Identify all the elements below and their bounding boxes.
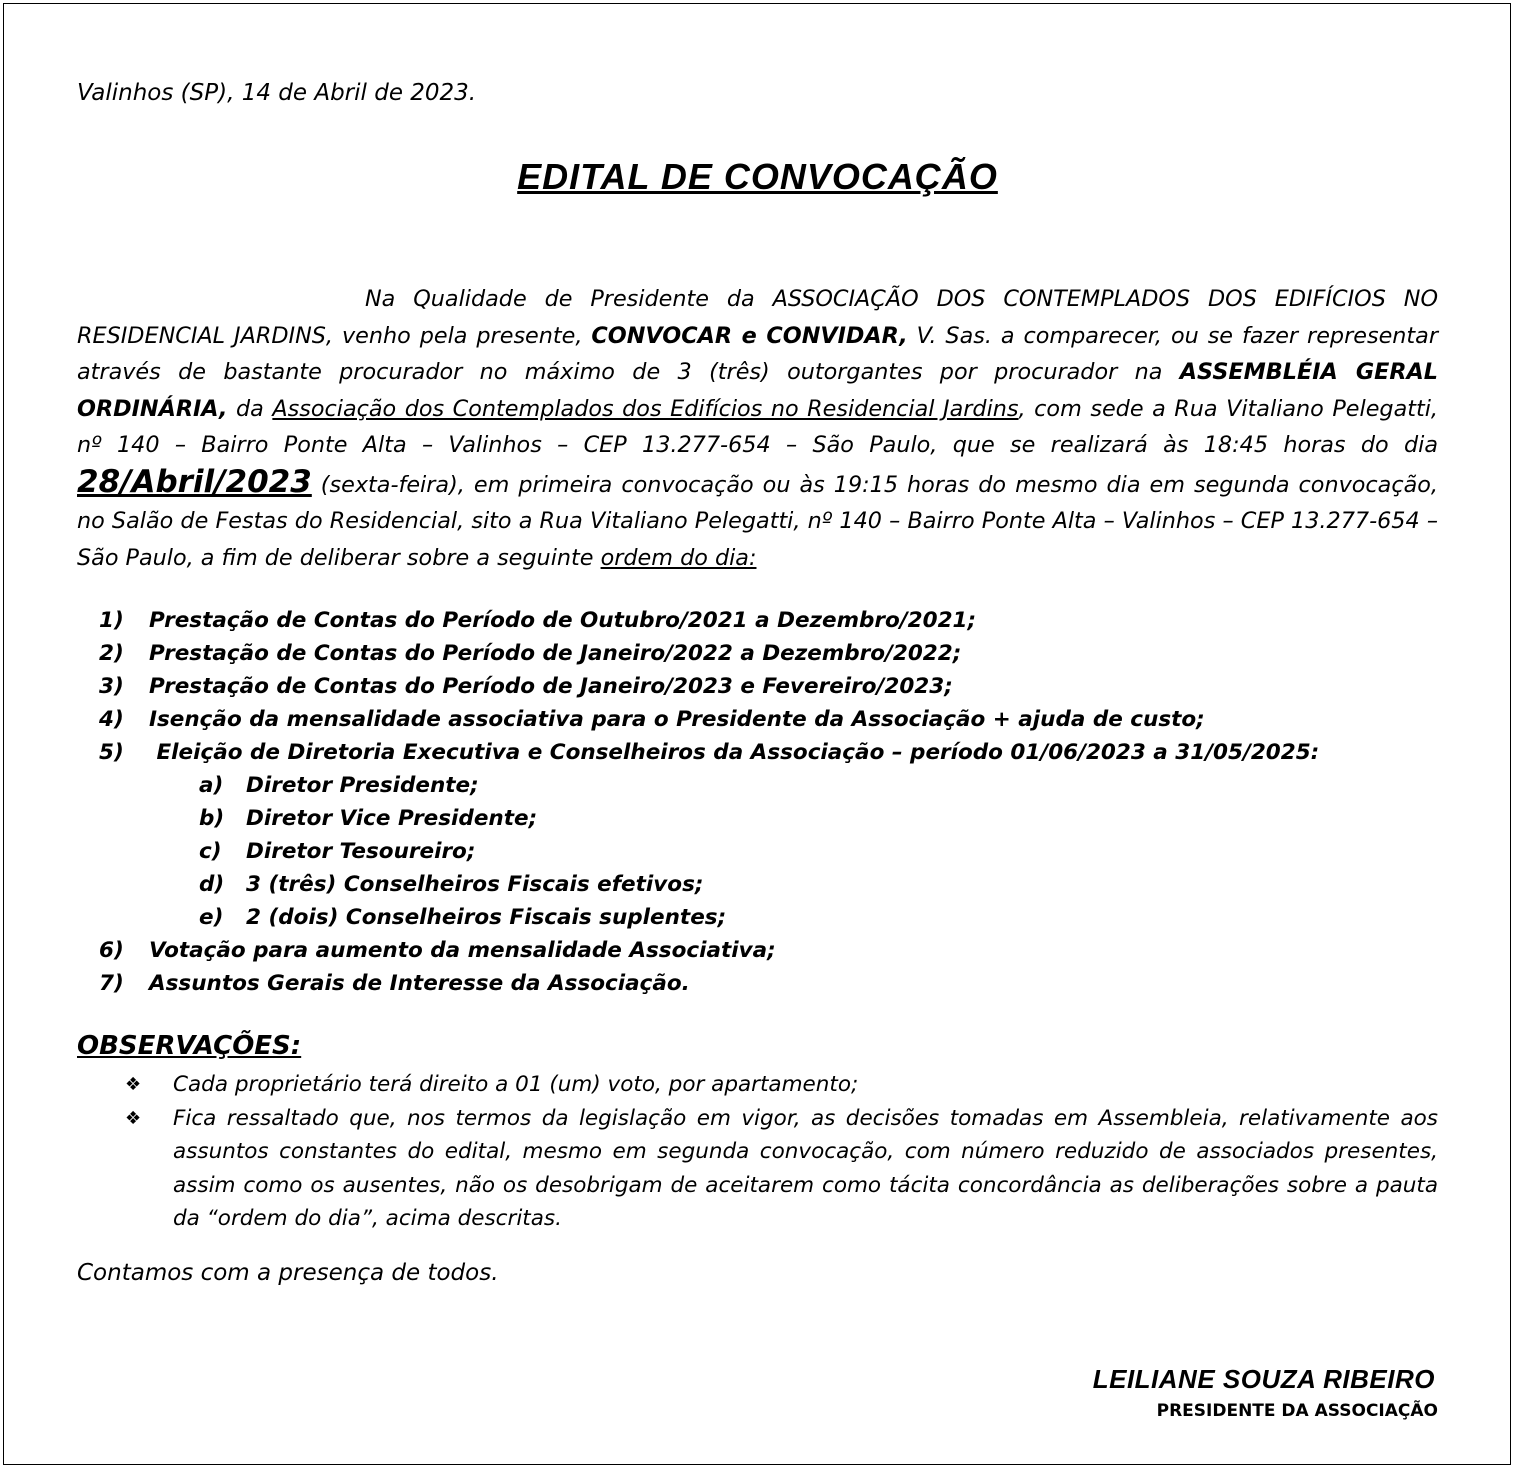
intro-text-3: V. Sas. a comparecer, ou se fazer representar através de bastante procurador no máximo de 3 (três) outorgantes por procurador na	[77, 322, 1438, 385]
subitem-text: 3 (três) Conselheiros Fiscais efetivos;	[246, 872, 704, 897]
diamond-bullet-icon: ❖	[125, 1074, 142, 1095]
subitem-letter: a)	[199, 773, 224, 798]
agenda-number: 6)	[99, 938, 124, 963]
agenda-number: 4)	[99, 707, 124, 732]
agenda-item	[99, 670, 1439, 703]
intro-ordem-do-dia: ordem do dia:	[600, 544, 757, 571]
closing-line: Contamos com a presença de todos.	[77, 1260, 499, 1286]
subitem-text: 2 (dois) Conselheiros Fiscais suplentes;	[246, 905, 727, 930]
agenda-list	[99, 604, 1439, 1000]
intro-assembleia: ASSEMBLÉIA GERAL ORDINÁRIA,	[77, 359, 1438, 422]
agenda-number: 1)	[99, 608, 124, 633]
agenda-subitems	[99, 769, 1439, 934]
document-title: EDITAL DE CONVOCAÇÃO	[517, 156, 998, 197]
agenda-text: Votação para aumento da mensalidade Associativa;	[149, 938, 776, 963]
signatory-role: PRESIDENTE DA ASSOCIAÇÃO	[1156, 1401, 1438, 1421]
subitem-text: Diretor Tesoureiro;	[246, 839, 476, 864]
agenda-text: Eleição de Diretoria Executiva e Conselheiros da Associação – período 01/06/2023 a 31/05/2025:	[149, 740, 1320, 765]
agenda-subitem	[199, 802, 1439, 835]
intro-text-1: Na Qualidade de Presidente da ASSOCIAÇÃO DOS CONTEMPLADOS DOS EDIFÍCIOS NO RESIDENCIAL JARDINS, venho pela presente,	[77, 286, 1438, 349]
agenda-subitem	[199, 901, 1439, 934]
agenda-item	[99, 934, 1439, 967]
agenda-item	[99, 604, 1439, 637]
subitem-text: Diretor Presidente;	[246, 773, 479, 798]
agenda-text: Assuntos Gerais de Interesse da Associação.	[149, 971, 690, 996]
subitem-letter: d)	[199, 872, 225, 897]
signatory-name: LEILIANE SOUZA RIBEIRO	[1092, 1364, 1435, 1394]
agenda-item	[99, 736, 1439, 769]
agenda-text: Prestação de Contas do Período de Janeiro/2022 a Dezembro/2022;	[149, 641, 962, 666]
subitem-letter: c)	[199, 839, 222, 864]
agenda-text: Isenção da mensalidade associativa para o Presidente da Associação + ajuda de custo;	[149, 707, 1205, 732]
observation-text: Cada proprietário terá direito a 01 (um) voto, por apartamento;	[173, 1072, 859, 1097]
agenda-subitem	[199, 769, 1439, 802]
meeting-date: 28/Abril/2023	[77, 463, 312, 500]
agenda-number: 2)	[99, 641, 124, 666]
agenda-subitem	[199, 835, 1439, 868]
observation-item	[125, 1068, 1438, 1102]
observations-heading: OBSERVAÇÕES:	[77, 1031, 302, 1061]
subitem-text: Diretor Vice Presidente;	[246, 806, 538, 831]
observation-item	[125, 1102, 1438, 1236]
agenda-number: 3)	[99, 674, 124, 699]
agenda-number: 7)	[99, 971, 124, 996]
intro-paragraph	[77, 281, 1438, 576]
subitem-letter: b)	[199, 806, 225, 831]
agenda-text: Prestação de Contas do Período de Outubro/2021 a Dezembro/2021;	[149, 608, 977, 633]
intro-association-name: Associação dos Contemplados dos Edifícios no Residencial Jardins	[272, 395, 1019, 422]
agenda-text: Prestação de Contas do Período de Janeiro/2023 e Fevereiro/2023;	[149, 674, 953, 699]
subitem-letter: e)	[199, 905, 224, 930]
diamond-bullet-icon: ❖	[125, 1107, 142, 1129]
observation-text: Fica ressaltado que, nos termos da legislação em vigor, as decisões tomadas em Assembleia, relativamente aos assuntos constantes do edital, mesmo em segunda convocação, com número reduzido de associados presentes, assim como os ausentes, não os desobrigam de aceitarem como tácita concordância as deliberações sobre a pauta da “ordem do dia”, acima descritas.	[173, 1105, 1438, 1231]
agenda-item	[99, 637, 1439, 670]
place-date: Valinhos (SP), 14 de Abril de 2023.	[77, 80, 477, 106]
intro-text-7: , com sede a Rua Vitaliano Pelegatti, nº 140 – Bairro Ponte Alta – Valinhos – CEP 13.277-654 – São Paulo, que se realizará às 18:45 horas do dia	[77, 395, 1439, 458]
observations-list	[125, 1068, 1438, 1236]
intro-text-5: da	[227, 395, 273, 422]
agenda-item	[99, 703, 1439, 736]
agenda-item	[99, 967, 1439, 1000]
intro-text-9: (sexta-feira), em primeira convocação ou às 19:15 horas do mesmo dia em segunda convocação, no Salão de Festas do Residencial, sito a Rua Vitaliano Pelegatti, nº 140 – Bairro Ponte Alta – Valinhos – CEP 13.277-654 – São Paulo, a fim de deliberar sobre a seguinte	[77, 471, 1438, 571]
agenda-number: 5)	[99, 740, 124, 765]
intro-convocar: CONVOCAR e CONVIDAR,	[591, 322, 908, 349]
agenda-subitem	[199, 868, 1439, 901]
